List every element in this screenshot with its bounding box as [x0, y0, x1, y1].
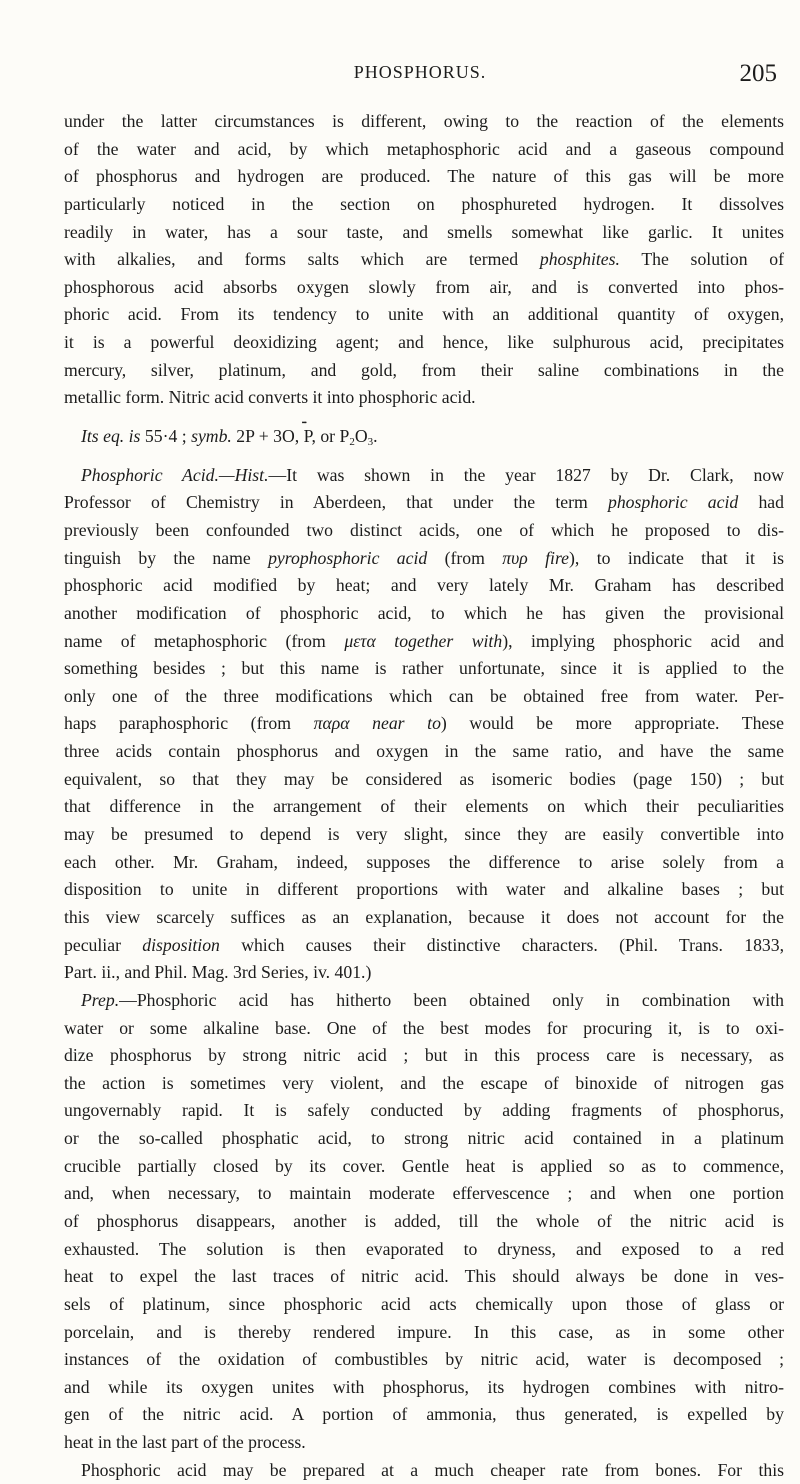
text-line: heat in the last part of the process. [64, 1432, 306, 1453]
text-line: exhausted. The solution is then evaporated to dryness, and exposed to a red [64, 1238, 784, 1259]
text-line: porcelain, and is thereby rendered impure. In this case, as in some other [64, 1321, 784, 1342]
formula-part: O [354, 426, 368, 447]
text-fragment: The solution of [641, 249, 785, 270]
text-line: gen of the nitric acid. A portion of ammonia, thus generated, is expelled by [64, 1404, 784, 1425]
text-line: that difference in the arrangement of their elements on which their peculiarities [64, 796, 784, 817]
eq-value: 55·4 ; [144, 426, 187, 447]
text-line: and while its oxygen unites with phosphorus, its hydrogen combines with nitro- [64, 1376, 784, 1397]
text-line: dize phosphorus by strong nitric acid ; but in this process care is necessary, as [64, 1045, 784, 1066]
dotted-p: ••• P [304, 426, 312, 446]
text-fragment: ), implying phosphoric acid and [502, 630, 784, 651]
formula-part: , or P [311, 426, 350, 447]
greek-gloss: παρα near to [313, 713, 441, 734]
text-line: phosphoric acid modified by heat; and very lately Mr. Graham has described [64, 575, 784, 596]
text-line: instances of the oxidation of combustibles by nitric acid, water is decomposed ; [64, 1349, 784, 1370]
text-fragment: name of metaphosphoric (from [64, 630, 326, 651]
term-phosphoric-acid: phosphoric acid [607, 492, 739, 513]
text-line: under the latter circumstances is different, owing to the reaction of the elements [64, 111, 784, 131]
text-line: crucible partially closed by its cover. Gentle heat is applied so as to commence, [64, 1155, 784, 1176]
text-fragment: tinguish by the name [64, 547, 251, 568]
text-line [64, 932, 784, 960]
formula-line [64, 423, 784, 451]
running-title: PHOSPHORUS. [353, 62, 487, 82]
text-line: phoric acid. From its tendency to unite with an additional quantity of oxygen, [64, 304, 784, 325]
text-line: sels of platinum, since phosphoric acid acts chemically upon those of glass or [64, 1293, 784, 1314]
section-heading: Phosphoric Acid.—Hist. [81, 464, 269, 485]
greek-gloss: πυρ fire [502, 547, 570, 568]
text-line: Phosphoric acid may be prepared at a much cheaper rate from bones. For this [81, 1459, 784, 1480]
text-fragment: ) would be more appropriate. These [440, 713, 785, 734]
text-line [64, 545, 784, 573]
text-fragment: Professor of Chemistry in Aberdeen, that under the term [64, 492, 588, 513]
text-line: or the so-called phosphatic acid, to strong nitric acid contained in a platinum [64, 1128, 784, 1149]
text-line: this view scarcely suffices as an explanation, because it does not account for the [64, 906, 784, 927]
page-number: 205 [739, 60, 777, 87]
text-line: the action is sometimes very violent, and the escape of binoxide of nitrogen gas [64, 1072, 784, 1093]
formula-sub: 2 [349, 436, 355, 449]
text-line [64, 628, 784, 656]
text-fragment: —Phosphoric acid has hitherto been obtained only in combination with [119, 989, 784, 1010]
text-line: each other. Mr. Graham, indeed, supposes the difference to arise solely from a [64, 851, 784, 872]
text-fragment: peculiar [64, 934, 121, 955]
text-line: disposition to unite in different proportions with water and alkaline bases ; but [64, 879, 784, 900]
text-line: Part. ii., and Phil. Mag. 3rd Series, iv. 401.) [64, 962, 372, 983]
text-fragment: which causes their distinctive characters. (Phil. Trans. 1833, [241, 934, 785, 955]
symb-value: 2P + 3O, [236, 426, 300, 447]
text-line: ungovernably rapid. It is safely conducted by adding fragments of phosphorus, [64, 1100, 784, 1121]
text-line: previously been confounded two distinct acids, one of which he proposed to dis- [64, 519, 784, 540]
text-fragment: haps paraphosphoric (from [64, 713, 291, 734]
section-heading: Prep. [81, 989, 120, 1010]
text-line: another modification of phosphoric acid, to which he has given the provisional [64, 602, 784, 623]
running-head [60, 58, 780, 92]
text-line: particularly noticed in the section on phosphureted hydrogen. It dissolves [64, 193, 784, 214]
text-line: phosphorous acid absorbs oxygen slowly from air, and is converted into phos- [64, 276, 784, 297]
text-line: readily in water, has a sour taste, and smells somewhat like garlic. It unites [64, 221, 784, 242]
text-line: may be presumed to depend is very slight, since they are easily convertible into [64, 824, 784, 845]
text-line: water or some alkaline base. One of the best modes for procuring it, is to oxi- [64, 1017, 784, 1038]
text-line [64, 462, 784, 490]
text-line [64, 987, 784, 1015]
text-fragment: ), to indicate that it is [569, 547, 785, 568]
text-line: metallic form. Nitric acid converts it into phosphoric acid. [64, 387, 476, 408]
eq-label: Its eq. is [81, 426, 141, 447]
text-line: equivalent, so that they may be considered as isomeric bodies (page 150) ; but [64, 768, 784, 789]
text-line: of phosphorus and hydrogen are produced. The nature of this gas will be more [64, 166, 784, 187]
text-line [64, 489, 784, 517]
text-line: mercury, silver, platinum, and gold, from their saline combinations in the [64, 359, 784, 380]
text-line: and, when necessary, to maintain moderate effervescence ; and when one portion [64, 1183, 784, 1204]
text-line: it is a powerful deoxidizing agent; and hence, like sulphurous acid, precipitates [64, 332, 784, 353]
term-pyrophosphoric: pyrophosphoric acid [268, 547, 428, 568]
text-line: three acids contain phosphorus and oxygen in the same ratio, and have the same [64, 741, 784, 762]
text-line: heat to expel the last traces of nitric acid. This should always be done in ves- [64, 1266, 784, 1287]
text-line: something besides ; but this name is rather unfortunate, since it is applied to the [64, 658, 784, 679]
text-fragment: had [758, 492, 784, 513]
text-line: only one of the three modifications which can be obtained free from water. Per- [64, 685, 784, 706]
text-fragment: —It was shown in the year 1827 by Dr. Clark, now [268, 464, 785, 485]
text-line: of the water and acid, by which metaphosphoric acid and a gaseous compound [64, 138, 784, 159]
body-text [64, 108, 784, 1484]
text-fragment: with alkalies, and forms salts which are termed [64, 249, 519, 270]
text-line [64, 710, 784, 738]
term-disposition: disposition [142, 934, 220, 955]
text-line [64, 246, 784, 274]
symb-label: symb. [191, 426, 232, 447]
formula-part: . [373, 426, 378, 447]
term-phosphites: phosphites. [539, 249, 620, 270]
text-fragment: (from [444, 547, 485, 568]
text-line: of phosphorus disappears, another is added, till the whole of the nitric acid is [64, 1210, 784, 1231]
formula-sub: 3 [367, 436, 374, 449]
greek-gloss: μετα together with [344, 630, 503, 651]
